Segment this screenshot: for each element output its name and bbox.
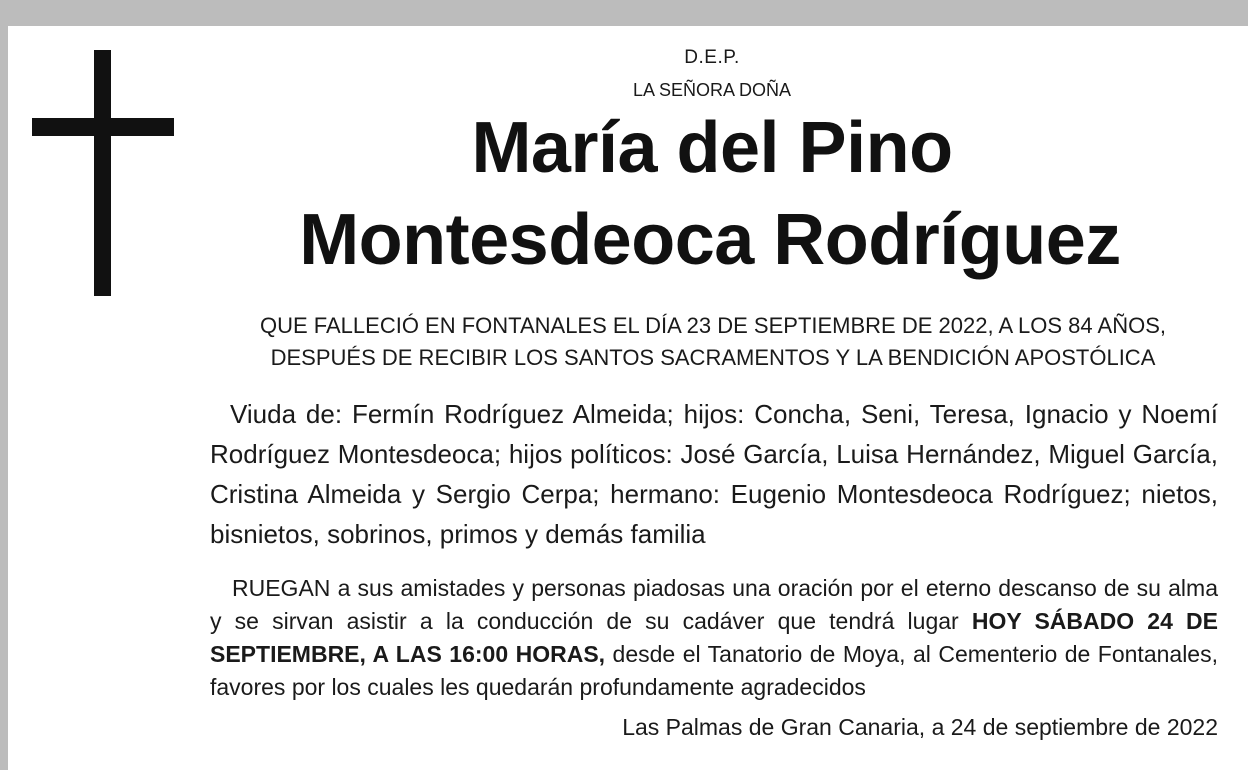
- dep-heading: D.E.P.: [684, 47, 740, 68]
- honorific-title: LA SEÑORA DOÑA: [632, 80, 792, 100]
- death-notice-line-2: DESPUÉS DE RECIBIR LOS SANTOS SACRAMENTOS Y LA BENDICIÓN APOSTÓLICA: [270, 345, 1156, 370]
- request-rest: desde el Tanatorio de Moya, al Cementerio de Fontanales, favores por los cuales les quedarán profundamente agradecidos: [210, 641, 1218, 700]
- left-border-band: [0, 26, 8, 770]
- death-notice-line-1: QUE FALLECIÓ EN FONTANALES EL DÍA 23 DE SEPTIEMBRE DE 2022, A LOS 84 AÑOS,: [259, 313, 1167, 338]
- request-paragraph: [210, 572, 1218, 704]
- request-date-time: HOY SÁBADO 24 DE SEPTIEMBRE, A LAS 16:00 HORAS,: [210, 608, 1218, 667]
- cross-horizontal-bar: [32, 118, 174, 136]
- deceased-name-line-2: Montesdeoca Rodríguez: [299, 200, 1121, 280]
- deceased-name-line-1: María del Pino: [471, 108, 953, 188]
- place-and-date: Las Palmas de Gran Canaria, a 24 de septiembre de 2022: [622, 714, 1218, 740]
- top-border-band: [0, 0, 1248, 26]
- family-paragraph: Viuda de: Fermín Rodríguez Almeida; hijos: Concha, Seni, Teresa, Ignacio y Noemí Rodríguez Montesdeoca; hijos políticos: José García, Luisa Hernández, Miguel García, Cristina Almeida y Sergio Cerpa; hermano: Eugenio Montesdeoca Rodríguez; nietos, bisnietos, sobrinos, primos y demás familia: [210, 399, 1218, 549]
- cross-vertical-bar: [94, 50, 111, 296]
- request-intro: RUEGAN a sus amistades y personas piadosas una oración por el eterno descanso de su alma y se sirvan asistir a la conducción de su cadáver que tendrá lugar: [210, 575, 1218, 634]
